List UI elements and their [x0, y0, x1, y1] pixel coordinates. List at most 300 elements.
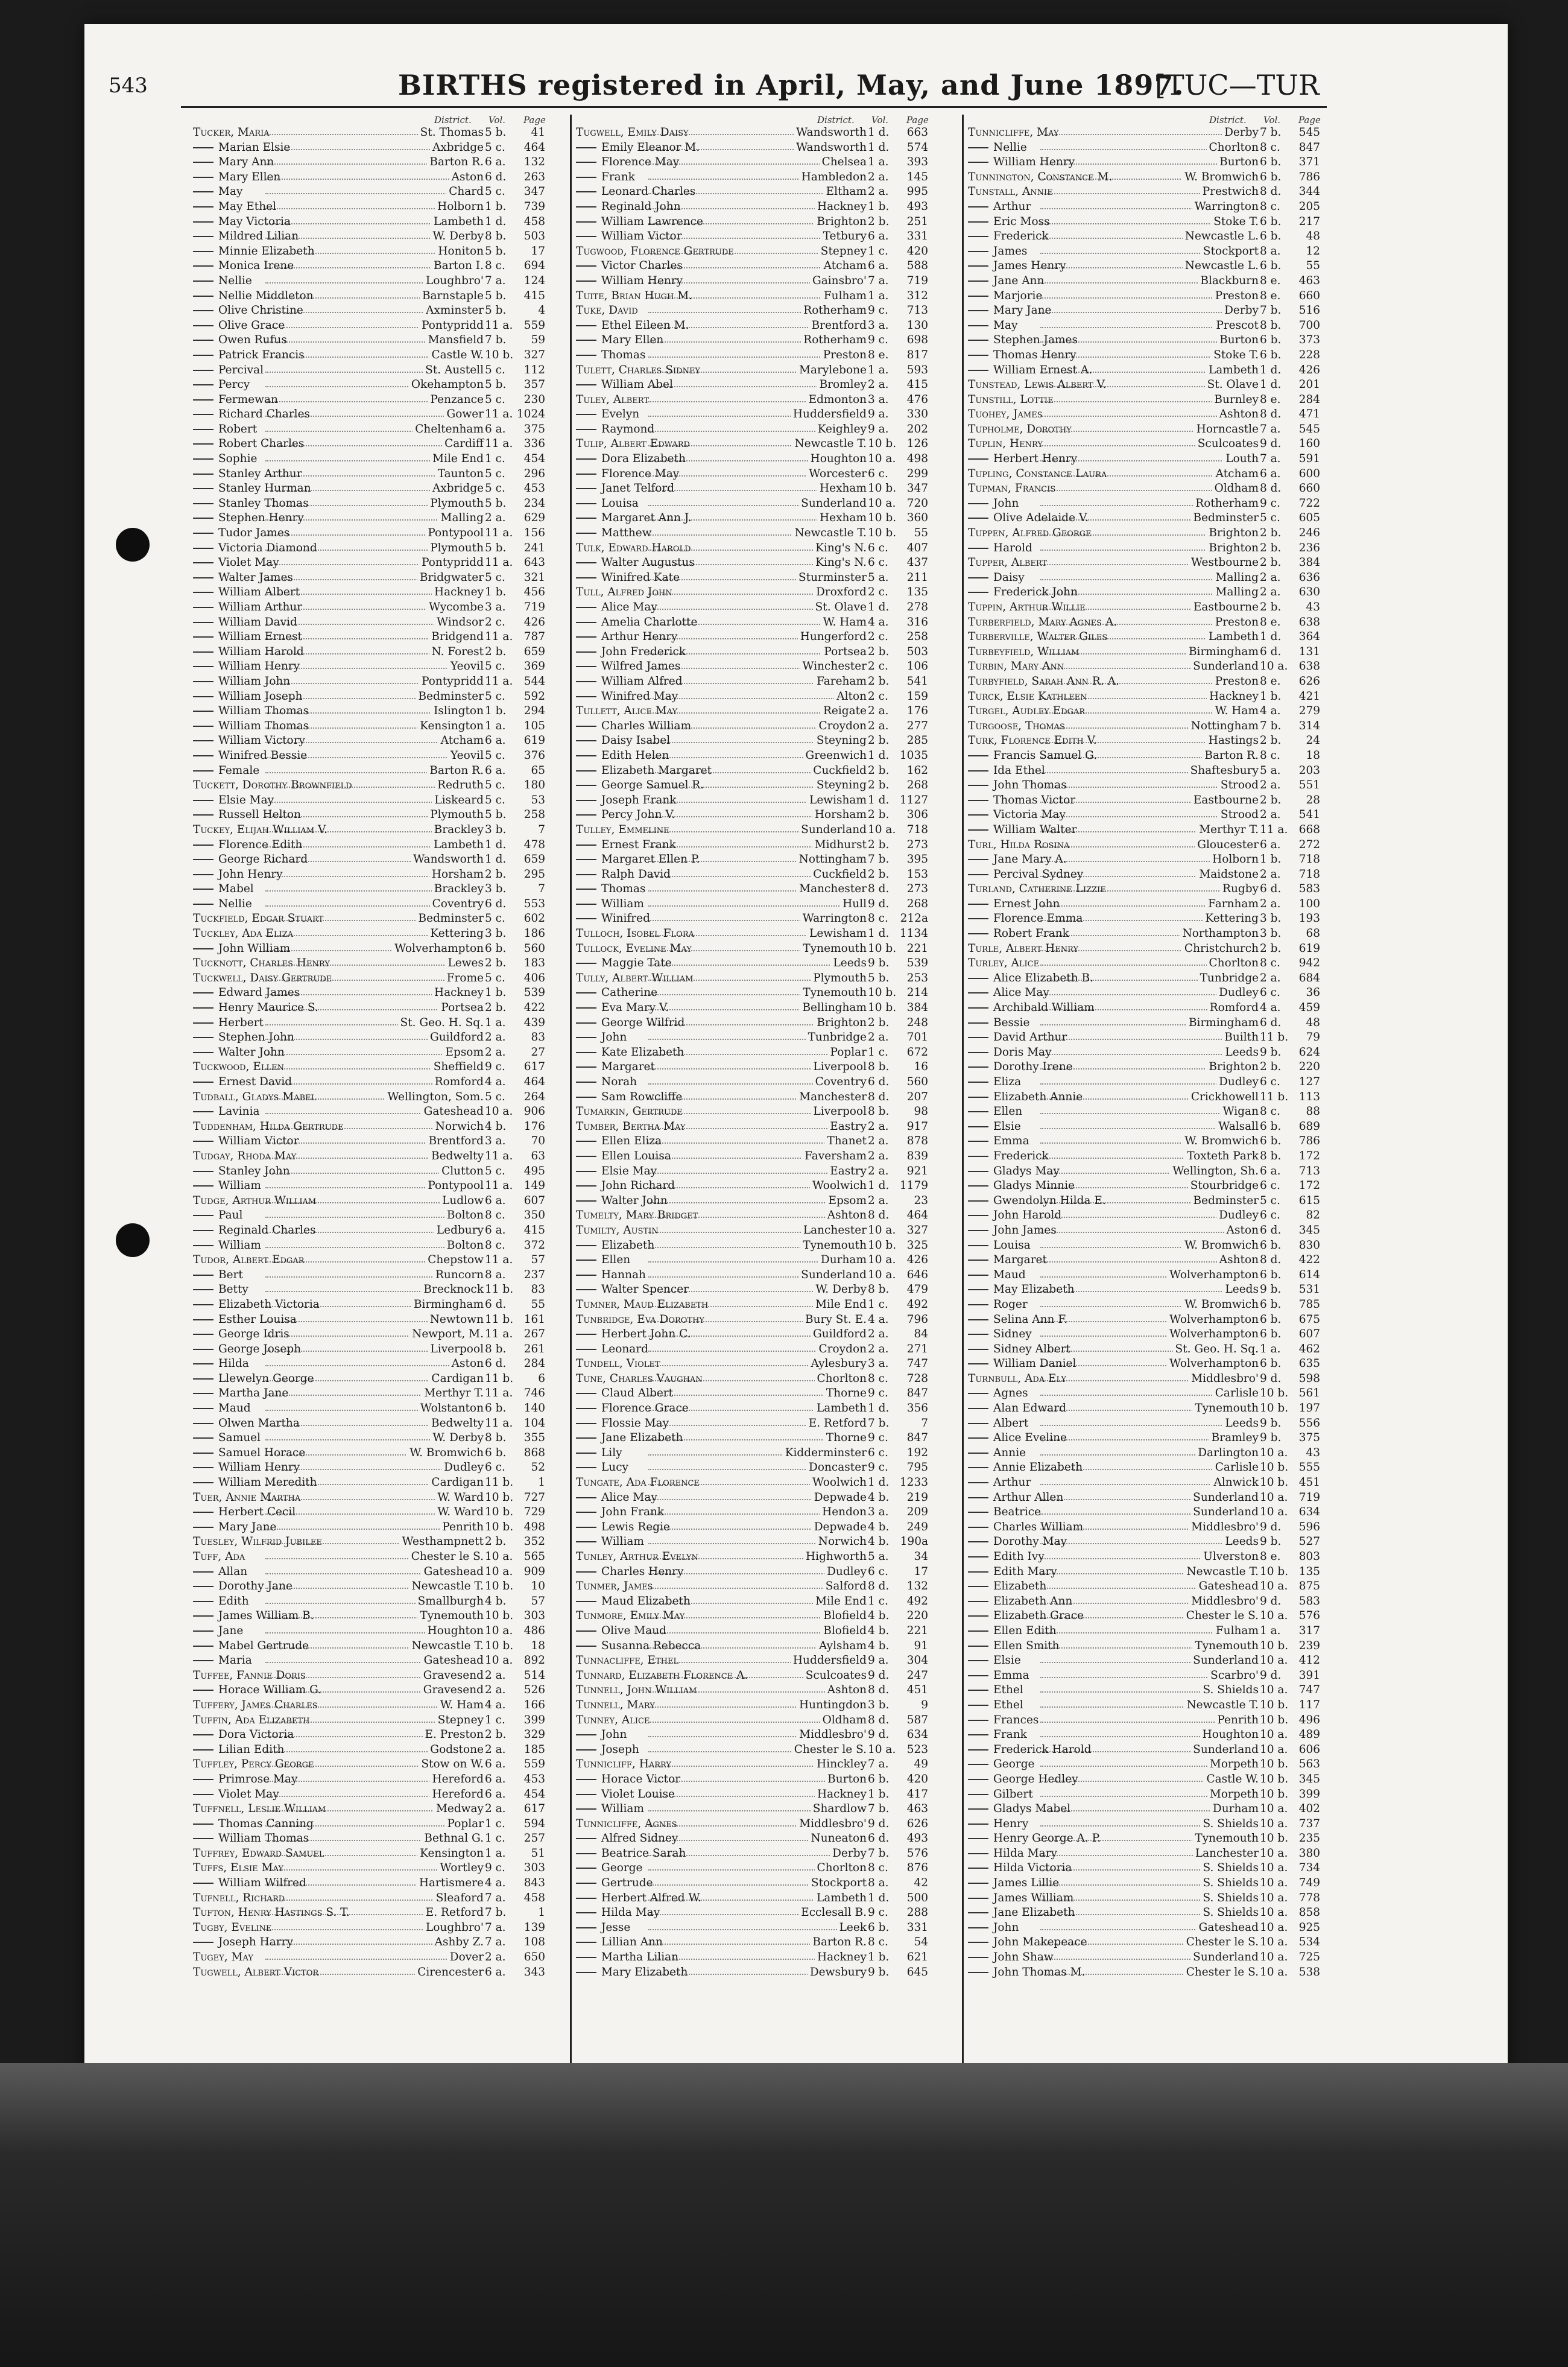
register-entry — [193, 1520, 573, 1535]
entry-district: Liverpool — [428, 1342, 484, 1357]
entry-page: 668 — [1298, 823, 1320, 836]
entry-page: 277 — [906, 719, 928, 732]
entry-district: Newcastle T. — [792, 437, 867, 451]
entry-volume: 9 d. — [868, 897, 890, 910]
register-entry — [968, 1001, 1348, 1016]
entry-volume: 10 a. — [1260, 1609, 1288, 1623]
entry-district: Poplar — [445, 1817, 484, 1831]
entry-page: 415 — [906, 378, 928, 391]
entry-district: Carlisle — [1213, 1386, 1259, 1401]
entry-name: Stanley Arthur — [218, 467, 302, 480]
entry-volume: 2 a. — [868, 378, 889, 391]
entry-page: 325 — [906, 1238, 928, 1252]
entry-name: Jane Elizabeth — [601, 1431, 683, 1445]
register-entry — [576, 986, 956, 1001]
entry-page: 268 — [906, 779, 928, 792]
entry-volume: 10 a. — [1260, 1921, 1288, 1934]
entry-page: 454 — [523, 452, 545, 466]
register-entry — [968, 971, 1348, 986]
entry-district: Shaftesbury — [1188, 764, 1259, 778]
entry-volume: 2 b. — [868, 808, 890, 822]
entry-volume: 3 a. — [868, 318, 889, 332]
entry-page: 847 — [906, 1387, 928, 1400]
entry-volume: 2 a. — [1260, 808, 1281, 822]
ditto-dash — [968, 1334, 988, 1335]
entry-district: Dudley — [1216, 1075, 1259, 1089]
entry-district: Houghton — [808, 452, 867, 466]
entry-page: 214 — [906, 986, 928, 1000]
entry-name: Tunbridge, Eva Dorothy — [576, 1313, 705, 1326]
register-entry — [193, 1594, 573, 1609]
entry-page: 54 — [914, 1936, 928, 1949]
entry-name: William John — [218, 674, 291, 688]
entry-page: 412 — [1298, 1654, 1320, 1667]
entry-volume: 5 c. — [485, 363, 505, 376]
entry-volume: 5 c. — [485, 749, 505, 762]
entry-name: Joseph Harry — [218, 1936, 293, 1949]
district-header: District. — [817, 115, 855, 125]
entry-name: Herbert Alfred W. — [601, 1891, 702, 1904]
entry-volume: 11 a. — [485, 1416, 513, 1430]
entry-district: Chester le S. — [1184, 1965, 1259, 1980]
entry-volume: 10 b. — [868, 986, 897, 1000]
entry-district: Nottingham — [1189, 719, 1259, 734]
entry-district: Sunderland — [798, 1268, 867, 1282]
register-entry — [576, 318, 956, 334]
given-name-entry — [576, 645, 859, 659]
entry-page: 471 — [1298, 408, 1320, 421]
entry-district: Hexham — [817, 511, 867, 525]
entry-volume: 9 a. — [868, 422, 889, 436]
given-name-entry — [968, 1208, 1251, 1223]
register-entry — [193, 1579, 573, 1594]
entry-name: Mabel — [218, 882, 254, 896]
entry-district: Manchester — [797, 882, 867, 896]
register-entry — [193, 659, 573, 674]
register-entry — [576, 749, 956, 764]
entry-district: Brackley — [432, 882, 484, 896]
entry-volume: 7 a. — [485, 1936, 506, 1949]
given-name-entry — [968, 1460, 1251, 1475]
entry-district: Ashton — [825, 1208, 867, 1223]
entry-volume: 2 a. — [485, 1031, 506, 1044]
entry-name: Tullock, Eveline May — [576, 942, 692, 955]
entry-name: John Harold — [993, 1209, 1062, 1222]
ditto-dash — [968, 814, 988, 816]
register-entry — [193, 764, 573, 779]
register-entry — [576, 630, 956, 645]
entry-volume: 10 a. — [485, 1565, 513, 1578]
entry-name: Lavinia — [218, 1105, 260, 1118]
entry-page: 7 — [538, 823, 545, 836]
register-entry — [193, 808, 573, 823]
entry-name: Emily Eleanor M. — [601, 141, 700, 154]
entry-district: E. Retford — [423, 1906, 484, 1920]
entry-volume: 6 d. — [868, 1832, 890, 1845]
entry-name: John Thomas — [993, 779, 1067, 792]
given-name-entry — [576, 1045, 859, 1060]
entry-district: Christchurch — [1182, 942, 1259, 956]
entry-name: Stanley Hurman — [218, 482, 311, 495]
entry-page: 638 — [1298, 660, 1320, 673]
ditto-dash — [576, 1260, 596, 1261]
entry-name: Tuckey, Elijah William V. — [193, 823, 328, 836]
entry-name: Ethel — [993, 1698, 1023, 1711]
ditto-dash — [576, 1066, 596, 1068]
register-entry — [968, 274, 1348, 289]
entry-name: Elsie — [993, 1654, 1021, 1667]
entry-name: Tupman, Francis — [968, 482, 1056, 495]
entry-volume: 2 b. — [485, 1728, 507, 1741]
entry-page: 34 — [914, 1550, 928, 1563]
entry-page: 493 — [906, 200, 928, 213]
given-name-entry — [968, 1475, 1251, 1490]
entry-volume: 10 a. — [1260, 1491, 1288, 1504]
register-entry — [968, 244, 1348, 259]
entry-name: Tuckwell, Daisy Gertrude — [193, 971, 332, 984]
entry-name: Doris May — [993, 1045, 1052, 1059]
entry-name: Tulloch, Isobel Flora — [576, 927, 694, 940]
entry-volume: 10 b. — [485, 1639, 514, 1652]
entry-volume: 6 a. — [485, 1772, 506, 1786]
entry-district: Hackney — [815, 1950, 867, 1965]
register-entry — [576, 778, 956, 793]
entry-volume: 9 a. — [868, 1654, 889, 1667]
register-entry — [193, 1935, 573, 1950]
register-entry — [576, 1253, 956, 1268]
register-entry — [193, 1401, 573, 1416]
entry-volume: 2 c. — [868, 630, 888, 644]
entry-volume: 1 a. — [1260, 1624, 1281, 1637]
register-entry — [193, 496, 573, 512]
given-name-entry — [576, 348, 859, 363]
ditto-dash — [576, 474, 596, 475]
entry-name: William Victor — [601, 230, 682, 243]
entry-volume: 11 a. — [485, 437, 513, 451]
register-entry — [576, 229, 956, 244]
entry-name: Stanley Thomas — [218, 496, 309, 510]
entry-volume: 11 b. — [485, 1372, 514, 1385]
entry-district: Warrington — [800, 911, 867, 926]
entry-district: Warrington — [1192, 200, 1259, 214]
entry-name: Turck, Elsie Kathleen — [968, 689, 1087, 703]
entry-volume: 6 b. — [1260, 1328, 1282, 1341]
entry-page: 925 — [1298, 1921, 1320, 1934]
entry-page: 53 — [531, 793, 545, 806]
entry-name: Jane Mary A. — [993, 853, 1067, 866]
ditto-dash — [968, 1838, 988, 1839]
entry-name: Eliza — [993, 1076, 1022, 1088]
entry-district: Dover — [447, 1950, 484, 1965]
ditto-dash — [193, 651, 213, 653]
entry-page: 495 — [523, 1164, 545, 1177]
entry-volume: 2 b. — [1260, 793, 1282, 806]
register-entry — [968, 1653, 1348, 1668]
ditto-dash — [576, 889, 596, 890]
ditto-dash — [968, 1245, 988, 1246]
entry-volume: 10 b. — [485, 1520, 514, 1533]
entry-volume: 2 a. — [1260, 779, 1281, 792]
ditto-dash — [193, 474, 213, 475]
entry-volume: 9 b. — [1260, 1045, 1282, 1059]
entry-name: Tunnell, Mary — [576, 1698, 655, 1711]
entry-volume: 10 a. — [868, 1743, 896, 1756]
entry-volume: 9 c. — [868, 304, 888, 317]
entry-district: Newcastle T. — [792, 526, 867, 540]
register-entry — [968, 185, 1348, 200]
entry-page: 220 — [906, 1609, 928, 1623]
entry-name: Florence May — [601, 467, 680, 480]
entry-page: 268 — [906, 897, 928, 910]
entry-name: Tulk, Edward Harold — [576, 541, 691, 554]
given-name-entry — [576, 1194, 859, 1208]
entry-district: Middlesbro' — [797, 1728, 867, 1742]
entry-volume: 9 d. — [868, 1728, 890, 1741]
entry-district: Hartismere — [417, 1876, 484, 1890]
ditto-dash — [193, 666, 213, 667]
entry-district: Stockport — [1201, 244, 1259, 259]
ditto-dash — [576, 1853, 596, 1854]
entry-district: Burton — [1217, 333, 1259, 347]
ditto-dash — [193, 607, 213, 608]
entry-page: 395 — [906, 853, 928, 866]
ditto-dash — [576, 1527, 596, 1528]
entry-district: Chester le S. — [792, 1743, 867, 1757]
register-entry — [968, 1668, 1348, 1684]
entry-district: Leeds — [1222, 1416, 1259, 1431]
entry-name: William Thomas — [218, 705, 309, 718]
register-entry — [193, 1134, 573, 1149]
entry-volume: 10 a. — [1260, 1936, 1288, 1949]
entry-name: Archibald William — [993, 1001, 1095, 1015]
entry-district: Redruth — [435, 778, 484, 793]
entry-volume: 4 a. — [1260, 1001, 1281, 1015]
entry-name: Hilda May — [601, 1906, 660, 1919]
entry-district: Lanchester — [801, 1223, 867, 1238]
entry-volume: 1 d. — [1260, 630, 1282, 644]
entry-name: John Frank — [601, 1506, 665, 1519]
entry-volume: 2 a. — [868, 1120, 889, 1133]
surname-entry — [968, 393, 1251, 407]
entry-name: Alice May — [601, 1491, 657, 1504]
entry-district: Stepney — [435, 1713, 484, 1728]
entry-volume: 10 a. — [1260, 1965, 1288, 1979]
register-entry — [576, 1179, 956, 1194]
entry-name: Tunstall, Annie — [968, 185, 1053, 198]
entry-volume: 6 b. — [1260, 215, 1282, 228]
register-entry — [193, 467, 573, 482]
entry-page: 456 — [523, 586, 545, 599]
entry-volume: 2 a. — [485, 1045, 506, 1059]
surname-entry — [576, 1579, 859, 1594]
register-entry — [193, 645, 573, 660]
entry-volume: 4 a. — [485, 1076, 506, 1088]
entry-name: Herbert Cecil — [218, 1506, 296, 1519]
ditto-dash — [576, 384, 596, 385]
entry-page: 131 — [1298, 645, 1320, 658]
entry-volume: 6 b. — [1260, 170, 1282, 183]
ditto-dash — [193, 1527, 213, 1528]
entry-volume: 10 b. — [868, 512, 897, 525]
register-entry — [193, 526, 573, 541]
entry-district: Bedminster — [416, 911, 484, 926]
register-entry — [193, 1386, 573, 1401]
entry-volume: 2 a. — [485, 1802, 506, 1816]
entry-district: Hackney — [815, 200, 867, 214]
surname-entry — [968, 467, 1251, 481]
entry-page: 421 — [1298, 689, 1320, 703]
register-entry — [576, 1906, 956, 1921]
entry-volume: 2 b. — [485, 867, 507, 881]
entry-district: Fulham — [821, 289, 867, 303]
entry-name: Thomas Victor — [993, 793, 1076, 806]
entry-page: 201 — [1298, 378, 1320, 391]
entry-district: Derby — [830, 1846, 867, 1861]
given-name-entry — [576, 1565, 859, 1579]
entry-district: W. Derby — [431, 229, 484, 244]
ditto-dash — [576, 414, 596, 415]
given-name-entry — [193, 511, 476, 525]
entry-name: Louisa — [993, 1238, 1031, 1252]
entry-district: Huddersfield — [791, 407, 867, 422]
entry-name: Lucy — [601, 1461, 629, 1474]
register-entry — [576, 867, 956, 882]
entry-name: Tumber, Bertha May — [576, 1120, 686, 1133]
entry-volume: 11 a. — [485, 318, 513, 332]
entry-district: Plymouth — [811, 971, 867, 986]
register-entry — [576, 971, 956, 986]
entry-volume: 5 a. — [868, 1550, 889, 1563]
entry-page: 415 — [523, 289, 545, 302]
entry-page: 212a — [900, 912, 928, 925]
ditto-dash — [968, 1764, 988, 1765]
entry-district: Sunderland — [1190, 1505, 1259, 1519]
register-column-2 — [576, 115, 956, 1980]
ditto-dash — [968, 1393, 988, 1394]
entry-name: Tuppen, Alfred George — [968, 527, 1092, 540]
entry-volume: 10 a. — [1260, 1654, 1288, 1667]
entry-district: Houghton — [1200, 1728, 1259, 1742]
ditto-dash — [968, 1260, 988, 1261]
entry-volume: 9 b. — [1260, 1416, 1282, 1430]
register-entry — [968, 556, 1348, 571]
register-entry — [968, 1921, 1348, 1936]
entry-name: Dorothy May — [993, 1535, 1067, 1548]
entry-name: Walter Augustus — [601, 556, 695, 569]
entry-district: Depwade — [812, 1491, 867, 1505]
entry-page: 486 — [523, 1624, 545, 1637]
entry-district: Kettering — [428, 927, 484, 941]
entry-page: 7 — [538, 882, 545, 896]
entry-district: Gainsbro' — [810, 274, 867, 288]
register-entry — [576, 704, 956, 719]
entry-name: Henry Maurice S. — [218, 1001, 318, 1015]
entry-district: Plymouth — [428, 808, 484, 822]
entry-district: Ashby Z. — [432, 1935, 484, 1950]
entry-page: 463 — [1298, 274, 1320, 287]
register-entry — [968, 1891, 1348, 1906]
entry-district: Hambledon — [799, 170, 867, 185]
entry-page: 747 — [1298, 1684, 1320, 1697]
entry-name: Turle, Albert Henry — [968, 942, 1079, 955]
ditto-dash — [576, 1141, 596, 1142]
entry-name: Alice Elizabeth B. — [993, 971, 1093, 984]
entry-page: 523 — [906, 1743, 928, 1756]
entry-name: Winifred Bessie — [218, 749, 308, 762]
entry-name: James William B. — [218, 1609, 314, 1623]
ditto-dash — [968, 251, 988, 252]
surname-entry — [193, 1861, 476, 1875]
register-entry — [193, 1550, 573, 1565]
entry-district: Loughbro' — [423, 1921, 484, 1935]
entry-district: King's N. — [813, 541, 867, 556]
entry-page: 635 — [1298, 1357, 1320, 1370]
ditto-dash — [968, 265, 988, 267]
entry-district: St. Olave — [813, 600, 867, 615]
entry-page: 629 — [523, 512, 545, 525]
entry-volume: 9 c. — [868, 1461, 888, 1474]
ditto-dash — [968, 548, 988, 549]
ditto-dash — [576, 785, 596, 786]
ditto-dash — [193, 800, 213, 801]
register-entry — [576, 1831, 956, 1846]
register-entry — [968, 571, 1348, 586]
register-entry — [576, 452, 956, 467]
entry-name: Alfred Sidney — [601, 1832, 678, 1845]
entry-name: Victor Charles — [601, 259, 683, 273]
entry-name: Martha Jane — [218, 1387, 289, 1400]
entry-volume: 3 a. — [868, 1506, 889, 1519]
entry-name: William Ernest A. — [993, 363, 1093, 376]
entry-volume: 9 d. — [1260, 1372, 1282, 1385]
given-name-entry — [968, 1223, 1251, 1238]
ditto-dash — [968, 1171, 988, 1172]
register-entry — [576, 259, 956, 274]
entry-name: William Arthur — [218, 601, 303, 613]
ditto-dash — [193, 443, 213, 445]
entry-volume: 7 b. — [485, 1906, 507, 1919]
ditto-dash — [968, 1720, 988, 1721]
entry-name: Elizabeth Victoria — [218, 1298, 320, 1311]
ditto-dash — [576, 280, 596, 282]
entry-page: 817 — [906, 348, 928, 361]
register-entry — [576, 1921, 956, 1936]
entry-district: Preston — [1213, 289, 1259, 303]
ditto-dash — [193, 562, 213, 563]
entry-volume: 2 c. — [868, 586, 888, 599]
entry-district: Chard — [446, 185, 484, 199]
register-entry — [968, 1298, 1348, 1313]
entry-name: Horace Victor — [601, 1772, 681, 1786]
entry-name: Tumelty, Mary Bridget — [576, 1209, 698, 1222]
entry-name: Henry — [993, 1817, 1029, 1830]
entry-volume: 2 a. — [868, 1031, 889, 1044]
entry-volume: 2 a. — [1260, 586, 1281, 599]
entry-district: Thorne — [824, 1431, 867, 1445]
entry-name: Matthew — [601, 527, 652, 540]
entry-district: Chester le S. — [1184, 1935, 1259, 1950]
ditto-dash — [193, 948, 213, 949]
entry-district: King's N. — [813, 556, 867, 570]
entry-district: Blofield — [821, 1624, 867, 1638]
ditto-dash — [193, 711, 213, 712]
entry-volume: 9 d. — [1260, 437, 1282, 451]
entry-district: Clutton — [439, 1164, 484, 1179]
entry-volume: 5 c. — [485, 393, 505, 406]
ditto-dash — [968, 147, 988, 148]
entry-name: Leonard — [601, 1342, 649, 1355]
entry-volume: 3 b. — [485, 927, 507, 940]
